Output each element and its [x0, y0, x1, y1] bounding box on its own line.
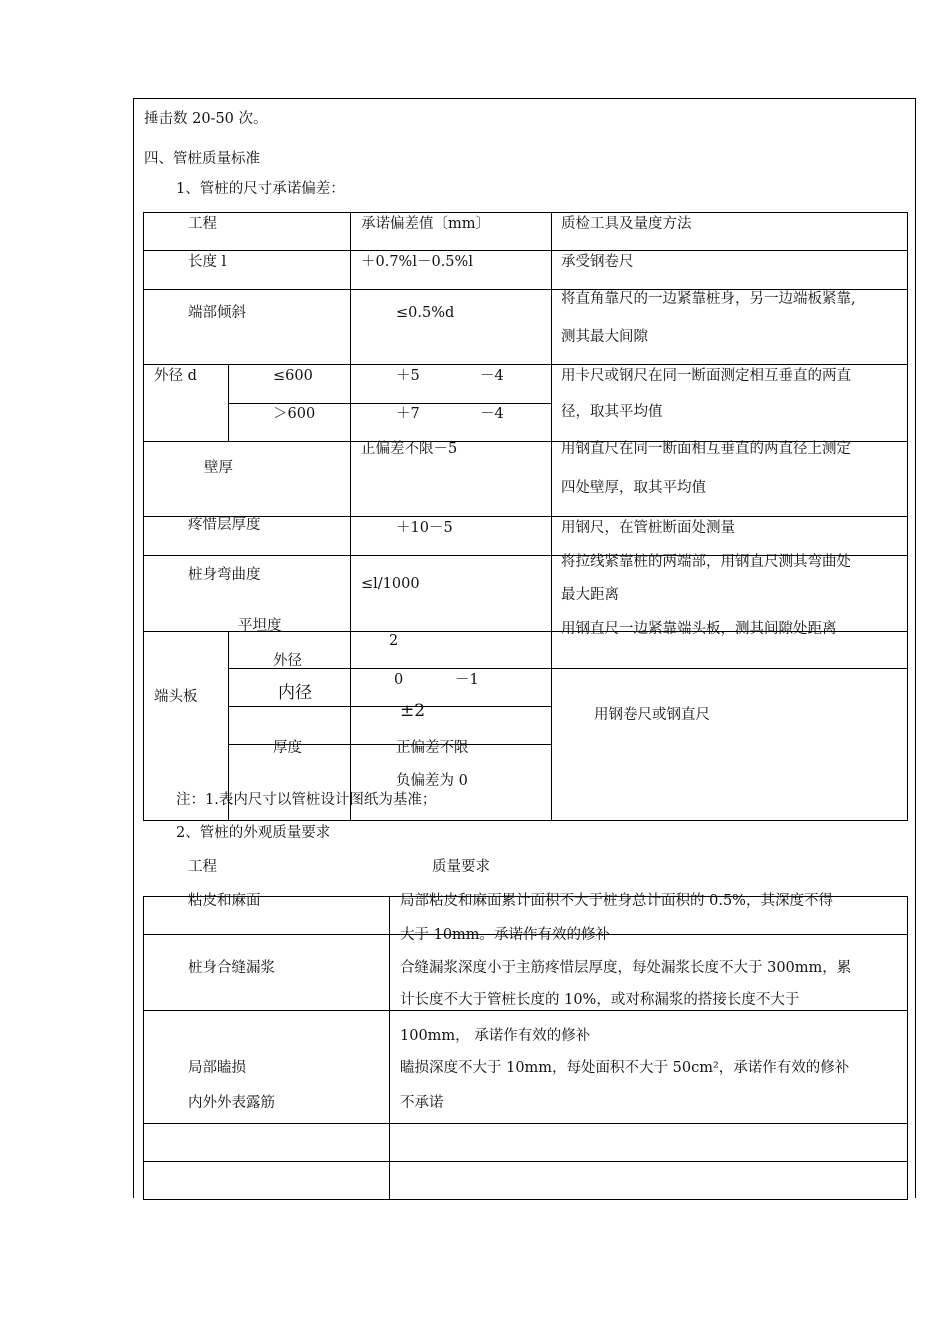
cover-item: 疼惜层厚度	[188, 517, 261, 533]
subsection2-heading: 2、管桩的外观质量要求	[176, 825, 331, 841]
tilt-tolerance: ≤0.5%d	[396, 305, 455, 321]
od-item: 外径 d	[154, 368, 197, 384]
appearance-row1-req-line2: 大于 10mm。承诺作有效的修补	[400, 927, 611, 943]
endplate-item: 端头板	[154, 689, 198, 705]
appearance-row2-req-line1: 合缝漏浆深度小于主筋疼惜层厚度，每处漏浆长度不大于 300mm，累	[400, 960, 852, 976]
appearance-row3-item1: 局部瞌损	[188, 1060, 246, 1076]
endplate-flatness-tol: 2	[389, 633, 399, 649]
tilt-item: 端部倾斜	[188, 305, 246, 321]
od-sub2-minus: －4	[480, 406, 504, 422]
endplate-method: 用钢卷尺或钢直尺	[594, 707, 710, 723]
od-method-line1: 用卡尺或钢尺在同一断面测定相互垂直的两直	[561, 368, 851, 384]
appearance-row3-item2: 内外外表露筋	[188, 1095, 275, 1111]
appearance-row3-req-line2: 不承诺	[400, 1095, 444, 1111]
appearance-row3-req-line1: 瞌损深度不大于 10mm，每处面积不大于 50cm²，承诺作有效的修补	[400, 1060, 850, 1076]
cover-method: 用钢尺，在管桩断面处测量	[561, 520, 735, 536]
wall-item: 壁厚	[204, 460, 233, 476]
table1-header-item: 工程	[188, 216, 217, 232]
endplate-thickness-tol2: 负偏差为 0	[396, 773, 468, 789]
od-sub1-plus: ＋5	[396, 368, 420, 384]
length-tolerance: ＋0.7%l－0.5%l	[361, 254, 473, 270]
endplate-inner: 内径	[278, 683, 312, 703]
appearance-row1-item: 粘皮和麻面	[188, 893, 261, 909]
endplate-inner-tol: ±2	[400, 701, 426, 721]
endplate-outer: 外径	[273, 653, 302, 669]
od-method-line2: 径，取其平均值	[561, 404, 663, 420]
endplate-thickness: 厚度	[273, 740, 302, 756]
tilt-method-line2: 测其最大间隙	[561, 329, 648, 345]
endplate-outer-tol2: －1	[455, 672, 479, 688]
table1-note: 注：1.表内尺寸以管桩设计图纸为基准；	[176, 792, 437, 808]
bend-item: 桩身弯曲度	[188, 567, 261, 583]
wall-method-line1: 用钢直尺在同一断面相互垂直的两直径上测定	[561, 441, 851, 457]
od-sub1: ≤600	[273, 368, 313, 384]
od-sub2: ＞600	[273, 406, 316, 422]
od-sub2-plus: ＋7	[396, 406, 420, 422]
table1-header-tolerance: 承诺偏差值〔mm〕	[361, 216, 490, 232]
appearance-row2-req-line3: 100mm， 承诺作有效的修补	[400, 1028, 591, 1044]
endplate-thickness-tol1: 正偏差不限	[396, 740, 469, 756]
endplate-flatness-method: 用钢直尺一边紧靠端头板，测其间隙处距离	[561, 621, 837, 637]
bend-tolerance: ≤l/1000	[361, 576, 420, 592]
length-method: 承受钢卷尺	[561, 254, 634, 270]
wall-method-line2: 四处壁厚，取其平均值	[561, 480, 706, 496]
bend-method-line1: 将拉线紧靠桩的两端部，用钢直尺测其弯曲处	[561, 554, 851, 570]
wall-tolerance: 正偏差不限－5	[361, 441, 458, 457]
endplate-flatness: 平坦度	[238, 618, 282, 634]
intro-line: 捶击数 20-50 次。	[144, 111, 268, 127]
appearance-row2-item: 桩身合缝漏浆	[188, 960, 275, 976]
endplate-outer-tol1: 0	[394, 672, 404, 688]
subsection-heading: 1、管桩的尺寸承诺偏差：	[176, 181, 345, 197]
table1-header-method: 质检工具及量度方法	[561, 216, 692, 232]
appearance-row1-req-line1: 局部粘皮和麻面累计面积不大于桩身总计面积的 0.5%，其深度不得	[400, 893, 833, 909]
section-heading: 四、管桩质量标准	[144, 151, 260, 167]
table2-header-requirement: 质量要求	[432, 859, 490, 875]
length-item: 长度 l	[188, 254, 227, 270]
tilt-method-line1: 将直角靠尺的一边紧靠桩身，另一边端板紧靠,	[561, 291, 856, 307]
cover-tolerance: ＋10－5	[396, 520, 453, 536]
bend-method-line2: 最大距离	[561, 587, 619, 603]
appearance-row2-req-line2: 计长度不大于管桩长度的 10%，或对称漏浆的搭接长度不大于	[400, 992, 800, 1008]
table2-header-item: 工程	[188, 859, 217, 875]
od-sub1-minus: －4	[480, 368, 504, 384]
